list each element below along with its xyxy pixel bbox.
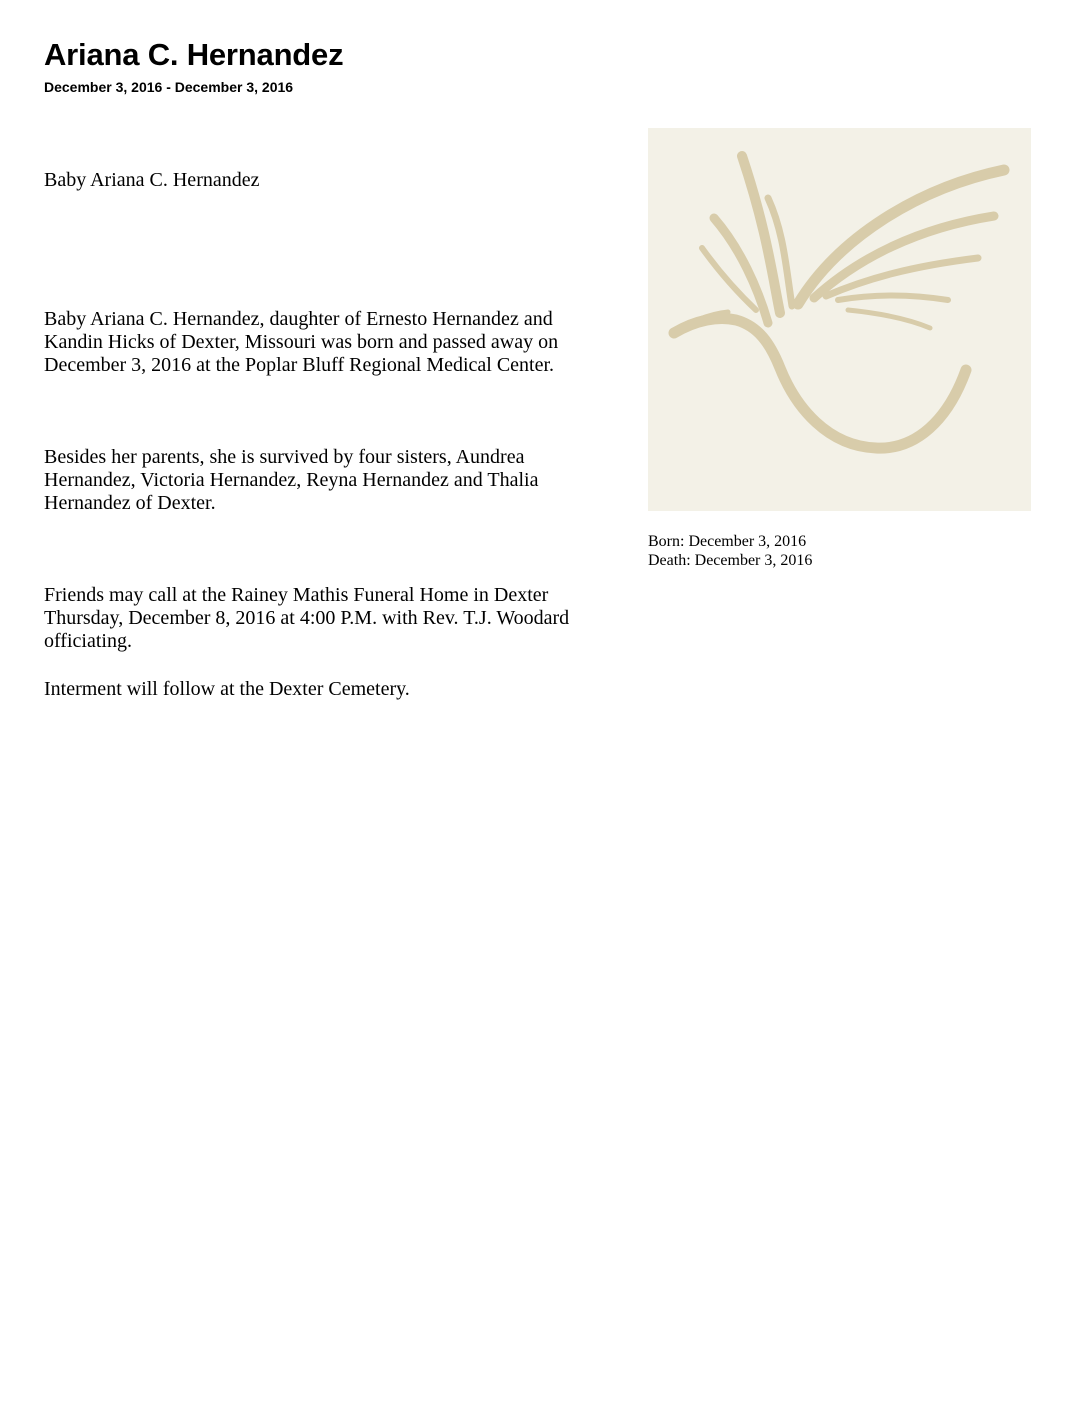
obituary-photo — [648, 128, 1031, 511]
born-date: Born: December 3, 2016 — [648, 533, 807, 550]
paragraph-birth-death: Baby Ariana C. Hernandez, daughter of Ernesto Hernandez and Kandin Hicks of Dexter, Missouri was born and passed away on December 3, 2016 at the Poplar Bluff Regional Medical Center. — [44, 308, 559, 376]
vital-dates — [648, 532, 812, 570]
paragraph-interment: Interment will follow at the Dexter Cemetery. — [44, 678, 410, 700]
obituary-name: Ariana C. Hernandez — [44, 37, 344, 72]
death-date: Death: December 3, 2016 — [648, 552, 813, 569]
paragraph-intro: Baby Ariana C. Hernandez — [44, 169, 260, 191]
paragraph-visitation: Friends may call at the Rainey Mathis Funeral Home in Dexter Thursday, December 8, 2016 at 4:00 P.M. with Rev. T.J. Woodard officiating. — [44, 584, 570, 652]
dove-icon — [648, 128, 1031, 511]
obituary-date-range: December 3, 2016 - December 3, 2016 — [44, 79, 294, 95]
paragraph-survivors: Besides her parents, she is survived by four sisters, Aundrea Hernandez, Victoria Hernandez, Reyna Hernandez and Thalia Hernandez of Dexter. — [44, 446, 539, 514]
